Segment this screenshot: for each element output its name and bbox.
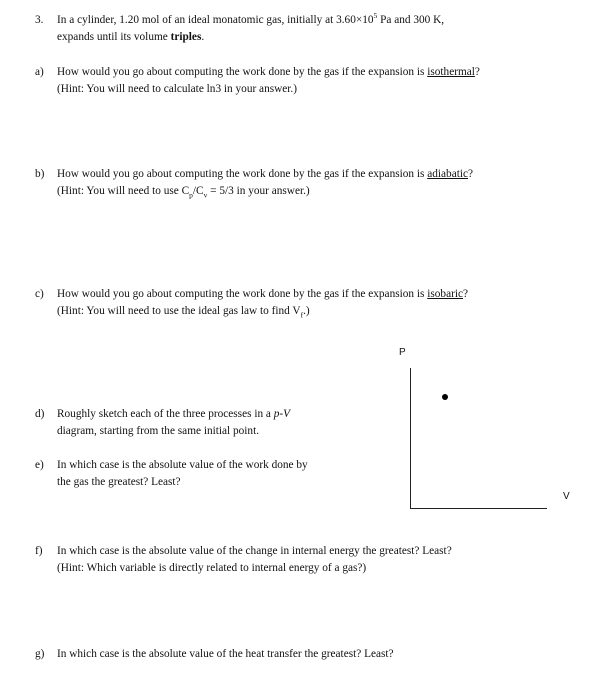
part-a xyxy=(35,64,575,100)
part-b-hint-mid: /C xyxy=(192,185,204,197)
part-c-hint-end: .) xyxy=(303,305,310,317)
part-c-qmark: ? xyxy=(463,288,469,300)
part-a-hint: (Hint: You will need to calculate ln3 in your answer.) xyxy=(57,83,298,95)
problem-intro: In a cylinder, 1.20 mol of an ideal monatomic gas, initially at 3.60×10 xyxy=(57,14,374,26)
part-a-question: How would you go about computing the work done by the gas if the expansion is xyxy=(57,66,428,78)
initial-state-point xyxy=(442,394,448,400)
part-g-label: g) xyxy=(35,648,45,660)
part-b-hint-end: = 5/3 in your answer.) xyxy=(207,185,310,197)
y-axis xyxy=(410,368,411,509)
part-d xyxy=(35,406,375,442)
problem-number: 3. xyxy=(35,14,44,26)
part-g xyxy=(35,646,575,664)
part-e xyxy=(35,457,375,493)
problem-3 xyxy=(35,12,575,48)
problem-exponent: 5 xyxy=(373,11,378,21)
part-g-line1: In which case is the absolute value of the heat transfer the greatest? Least? xyxy=(57,648,394,660)
problem-line2: expands until its volume xyxy=(57,31,171,43)
part-c-question: How would you go about computing the work done by the gas if the expansion is xyxy=(57,288,428,300)
part-d-line2: diagram, starting from the same initial point. xyxy=(57,425,260,437)
keyword-isothermal: isothermal xyxy=(427,66,475,78)
part-b xyxy=(35,166,575,202)
part-c xyxy=(35,286,575,322)
keyword-isobaric: isobaric xyxy=(427,288,463,300)
part-f-label: f) xyxy=(35,545,43,557)
part-f-hint: (Hint: Which variable is directly related to internal energy of a gas?) xyxy=(57,562,367,574)
part-b-hint xyxy=(57,183,473,200)
problem-intro-end: Pa and 300 K, xyxy=(377,14,445,26)
part-b-qmark: ? xyxy=(468,168,474,180)
part-f-line1: In which case is the absolute value of the change in internal energy the greatest? Least? xyxy=(57,545,452,557)
pv-term: p-V xyxy=(273,408,291,420)
x-axis-label: V xyxy=(563,491,570,502)
x-axis xyxy=(410,508,547,509)
problem-line2-end: . xyxy=(201,31,205,43)
subscript-v: v xyxy=(203,190,208,200)
y-axis-label: P xyxy=(399,347,406,358)
subscript-f: f xyxy=(300,310,304,320)
part-c-hint-start: (Hint: You will need to use the ideal gas law to find V xyxy=(57,305,301,317)
part-e-line1: In which case is the absolute value of the work done by xyxy=(57,459,308,471)
keyword-adiabatic: adiabatic xyxy=(427,168,469,180)
part-e-label: e) xyxy=(35,459,44,471)
part-c-label: c) xyxy=(35,288,44,300)
problem-statement xyxy=(57,12,444,46)
part-b-hint-start: (Hint: You will need to use C xyxy=(57,185,190,197)
part-a-label: a) xyxy=(35,66,44,78)
keyword-triples: triples xyxy=(170,31,202,43)
part-d-label: d) xyxy=(35,408,45,420)
part-f xyxy=(35,543,575,579)
part-e-line2: the gas the greatest? Least? xyxy=(57,476,181,488)
part-b-label: b) xyxy=(35,168,45,180)
part-b-question: How would you go about computing the work done by the gas if the expansion is xyxy=(57,168,428,180)
part-d-line1: Roughly sketch each of the three processes in a xyxy=(57,408,274,420)
part-c-hint xyxy=(57,303,468,320)
part-a-qmark: ? xyxy=(474,66,480,78)
subscript-p: p xyxy=(189,190,193,200)
